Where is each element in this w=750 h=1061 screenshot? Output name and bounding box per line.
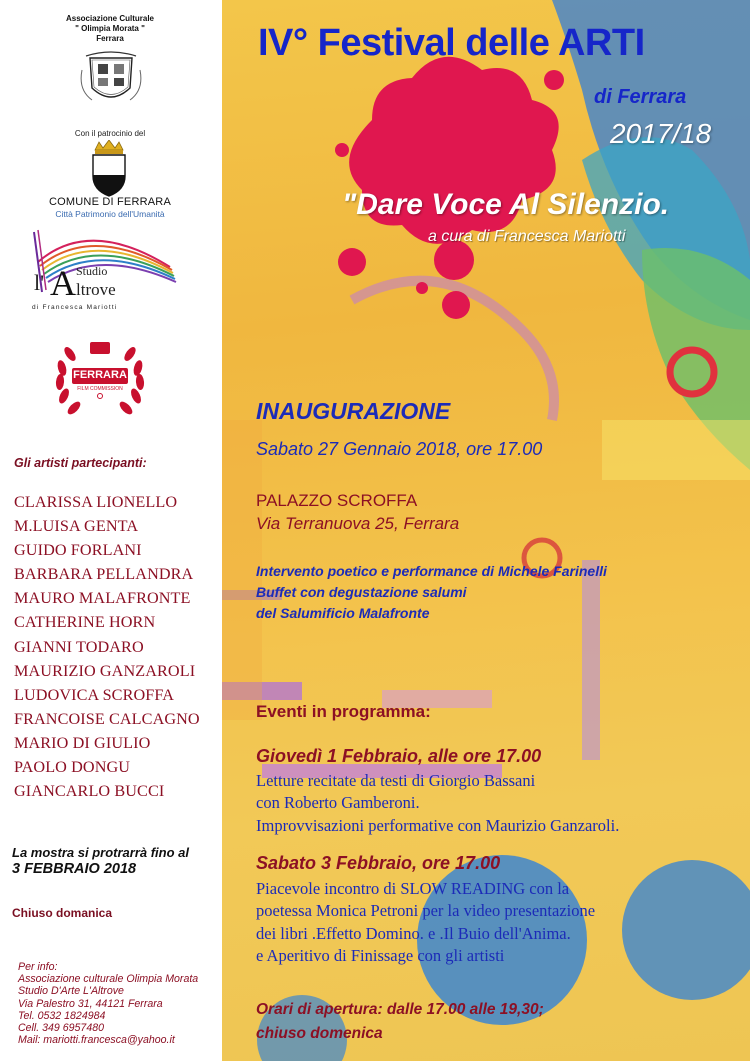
film-logo-sub: FILM COMMISSION: [77, 386, 123, 392]
curator-credit: a cura di Francesca Mariotti: [428, 228, 626, 245]
event-line: Piacevole incontro di SLOW READING con la: [256, 879, 570, 898]
list-item: GIANNI TODARO: [14, 637, 144, 656]
festival-subtitle: "Dare Voce Al Silenzio.: [342, 188, 670, 221]
event-line: e Aperitivo di Finissage con gli artisti: [256, 945, 505, 965]
studio-l: l': [34, 270, 45, 295]
heritage-label: Città Patrimonio dell'Umanità: [55, 209, 165, 219]
closed-note: Chiuso domanica: [12, 906, 113, 920]
info-line: Mail: mariotti.francesca@yahoo.it: [18, 1034, 175, 1047]
event-line: dei libri .Effetto Domino. e .Il Buio dell'Anima.: [256, 923, 571, 943]
hours-line: Orari di apertura: dalle 17.00 alle 19,30;: [256, 1001, 544, 1018]
patronage-label: Con il patrocinio del: [74, 129, 146, 138]
list-item: MARIO DI GIULIO: [14, 733, 151, 752]
event-description: [256, 770, 619, 837]
event-line: con Roberto Gamberoni.: [256, 793, 420, 813]
info-line: Studio D'Arte L'Altrove: [18, 985, 124, 998]
comune-name: COMUNE DI FERRARA: [49, 196, 171, 208]
info-line: Associazione culturale Olimpia Morata: [18, 973, 199, 986]
list-item: FRANCOISE CALCAGNO: [14, 709, 200, 728]
poster-panel: [222, 0, 750, 1061]
venue-name: PALAZZO SCROFFA: [256, 491, 418, 510]
association-crest-icon: [78, 50, 144, 108]
list-item: GUIDO FORLANI: [14, 541, 142, 560]
sidebar: [0, 0, 222, 1061]
inauguration-title: INAUGURAZIONE: [256, 398, 451, 424]
studio-subtitle: di Francesca Mariotti: [32, 304, 118, 311]
opening-hours: [256, 998, 544, 1046]
list-item: M.LUISA GENTA: [14, 517, 139, 536]
event-line: poetessa Monica Petroni per la video presentazione: [256, 901, 596, 921]
festival-year: 2017/18: [610, 118, 712, 149]
hours-line: chiuso domenica: [256, 1025, 383, 1042]
list-item: MAURIZIO GANZAROLI: [14, 661, 196, 680]
studio-altrove-logo: [30, 222, 180, 317]
festival-city: di Ferrara: [594, 86, 687, 108]
studio-a: A: [50, 263, 76, 303]
list-item: LUDOVICA SCROFFA: [14, 685, 175, 704]
event-date: Sabato 3 Febbraio, ore 17.00: [256, 853, 501, 873]
artists-title: Gli artisti partecipanti:: [14, 456, 147, 470]
list-item: PAOLO DONGU: [14, 758, 131, 777]
detail-line: Buffet con degustazione salumi: [256, 584, 467, 600]
association-name: [40, 14, 180, 44]
list-item: GIANCARLO BUCCI: [14, 782, 165, 801]
exhibition-until-label: La mostra si protrarrà fino al: [12, 845, 189, 860]
artists-list: [14, 490, 200, 803]
ferrara-shield-icon: [85, 140, 133, 198]
info-line: Per info:: [18, 961, 58, 973]
list-item: BARBARA PELLANDRA: [14, 565, 194, 584]
detail-line: del Salumificio Malafronte: [256, 605, 430, 621]
list-item: CLARISSA LIONELLO: [14, 493, 178, 511]
contact-info: [18, 961, 198, 1046]
exhibition-end-date: 3 FEBBRAIO 2018: [12, 861, 137, 877]
association-line: " Olimpia Morata ": [75, 24, 145, 33]
association-line: Associazione Culturale: [65, 14, 155, 23]
event-line: Improvvisazioni performative con Maurizio Ganzaroli.: [256, 815, 620, 835]
inauguration-date: Sabato 27 Gennaio 2018, ore 17.00: [256, 439, 543, 459]
events-title: Eventi in programma:: [256, 702, 431, 721]
event-line: Letture recitate da testi di Giorgio Bassani: [256, 771, 536, 790]
list-item: MAURO MALAFRONTE: [14, 589, 191, 608]
association-line: Ferrara: [96, 34, 124, 43]
event-date: Giovedì 1 Febbraio, alle ore 17.00: [256, 746, 542, 766]
info-line: Cell. 349 6957480: [18, 1022, 104, 1035]
inauguration-details: [256, 561, 607, 624]
detail-line: Intervento poetico e performance di Michele Farinelli: [256, 563, 607, 579]
ferrara-film-commission-logo: [48, 324, 152, 428]
list-item: CATHERINE HORN: [14, 613, 156, 632]
event-description: [256, 878, 595, 967]
festival-title: IV° Festival delle ARTI: [258, 22, 645, 64]
film-logo-name: FERRARA: [73, 369, 127, 381]
studio-altrove: ltrove: [76, 280, 116, 299]
studio-label: Studio: [76, 264, 108, 278]
info-line: Tel. 0532 1824984: [18, 1009, 106, 1022]
info-line: Via Palestro 31, 44121 Ferrara: [18, 997, 163, 1010]
venue-address: Via Terranuova 25, Ferrara: [256, 514, 460, 533]
